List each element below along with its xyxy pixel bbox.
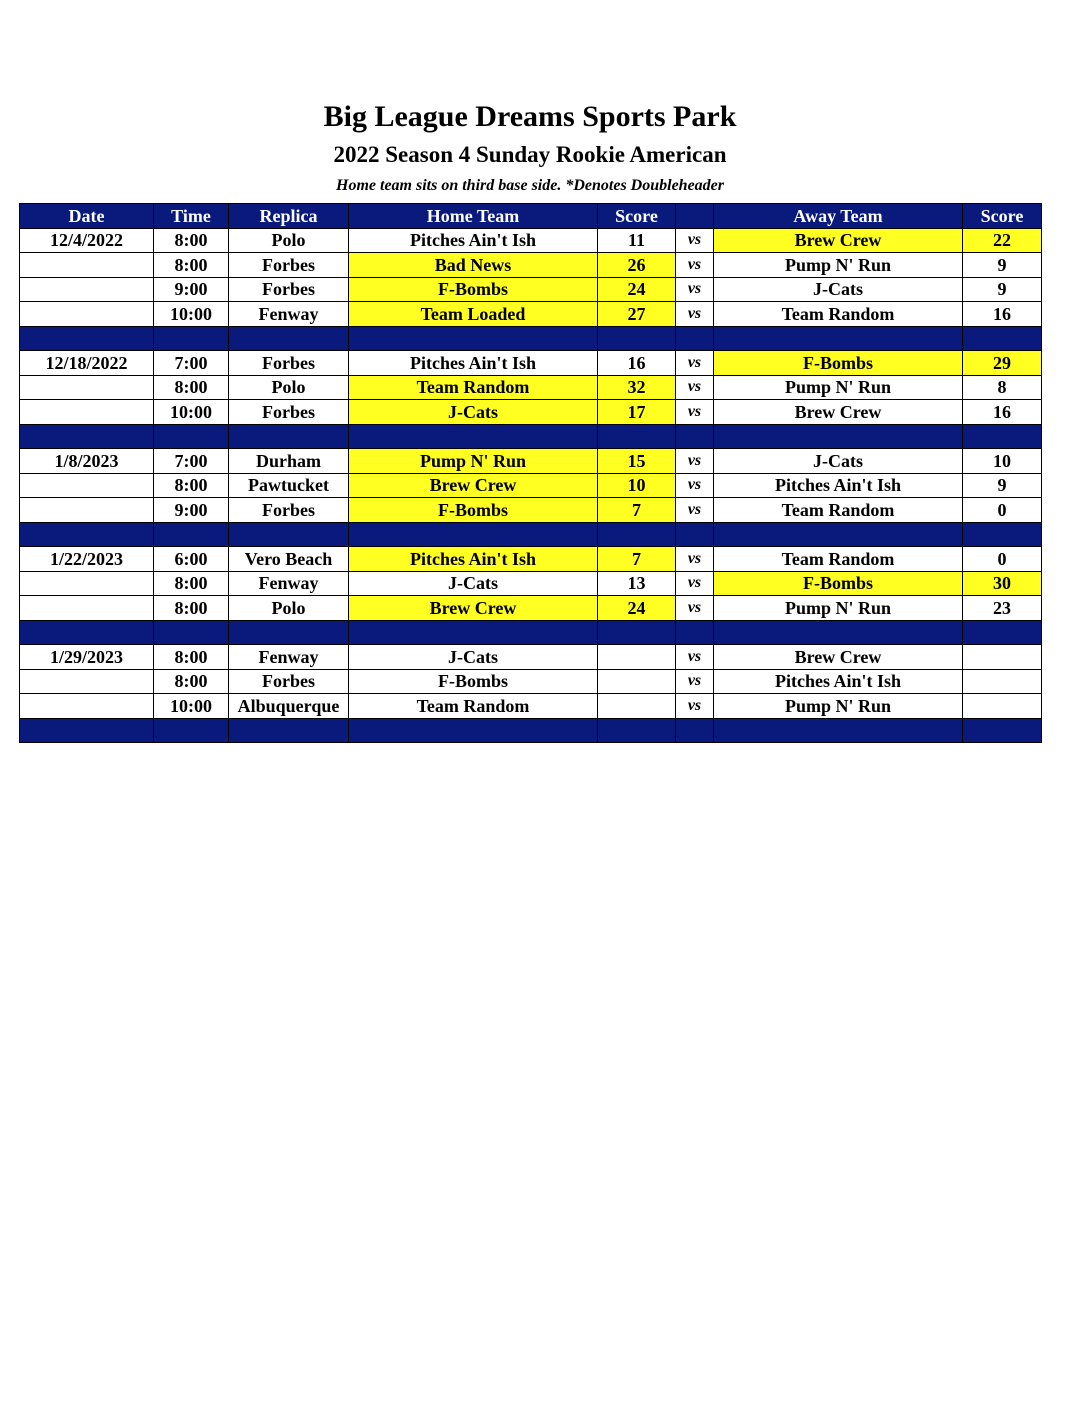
time-cell: 8:00 [154, 228, 229, 253]
home-team-cell: Pump N' Run [349, 449, 598, 474]
away-team-cell: F-Bombs [714, 351, 963, 376]
vs-cell: vs [676, 277, 714, 302]
replica-cell: Fenway [229, 302, 349, 327]
vs-cell: vs [676, 375, 714, 400]
date-cell [20, 669, 154, 694]
time-cell: 8:00 [154, 645, 229, 670]
time-cell: 7:00 [154, 351, 229, 376]
separator-cell [229, 522, 349, 547]
schedule-body [20, 228, 1042, 743]
away-team-cell: Pump N' Run [714, 694, 963, 719]
separator-cell [714, 522, 963, 547]
separator-cell [598, 326, 676, 351]
time-cell: 6:00 [154, 547, 229, 572]
time-cell: 10:00 [154, 694, 229, 719]
home-score-cell: 24 [598, 277, 676, 302]
home-team-cell: J-Cats [349, 645, 598, 670]
away-score-cell: 10 [963, 449, 1042, 474]
home-team-cell: F-Bombs [349, 498, 598, 523]
week-separator-row [20, 718, 1042, 743]
vs-cell: vs [676, 473, 714, 498]
home-team-cell: Team Loaded [349, 302, 598, 327]
away-score-cell: 9 [963, 253, 1042, 278]
time-cell: 10:00 [154, 400, 229, 425]
separator-cell [963, 718, 1042, 743]
separator-cell [676, 718, 714, 743]
home-score-cell: 32 [598, 375, 676, 400]
date-cell [20, 277, 154, 302]
home-score-cell [598, 694, 676, 719]
column-header-time: Time [154, 204, 229, 229]
away-score-cell: 9 [963, 473, 1042, 498]
date-cell: 1/29/2023 [20, 645, 154, 670]
replica-cell: Vero Beach [229, 547, 349, 572]
replica-cell: Forbes [229, 277, 349, 302]
time-cell: 7:00 [154, 449, 229, 474]
replica-cell: Forbes [229, 351, 349, 376]
away-team-cell: Pump N' Run [714, 375, 963, 400]
date-cell: 12/4/2022 [20, 228, 154, 253]
home-team-cell: Team Random [349, 694, 598, 719]
separator-cell [349, 424, 598, 449]
home-score-cell: 13 [598, 571, 676, 596]
vs-cell: vs [676, 302, 714, 327]
home-score-cell [598, 669, 676, 694]
replica-cell: Polo [229, 596, 349, 621]
separator-cell [154, 326, 229, 351]
vs-cell: vs [676, 449, 714, 474]
date-cell [20, 694, 154, 719]
away-team-cell: Brew Crew [714, 228, 963, 253]
separator-cell [598, 718, 676, 743]
replica-cell: Forbes [229, 669, 349, 694]
separator-cell [963, 522, 1042, 547]
vs-cell: vs [676, 694, 714, 719]
separator-cell [154, 718, 229, 743]
home-score-cell: 26 [598, 253, 676, 278]
separator-cell [676, 326, 714, 351]
away-team-cell: Team Random [714, 547, 963, 572]
replica-cell: Forbes [229, 498, 349, 523]
away-score-cell: 29 [963, 351, 1042, 376]
column-header-home-score: Score [598, 204, 676, 229]
time-cell: 10:00 [154, 302, 229, 327]
replica-cell: Fenway [229, 645, 349, 670]
away-team-cell: Pitches Ain't Ish [714, 473, 963, 498]
home-team-cell: Brew Crew [349, 473, 598, 498]
vs-cell: vs [676, 253, 714, 278]
home-score-cell: 17 [598, 400, 676, 425]
away-score-cell: 22 [963, 228, 1042, 253]
column-header-away-team: Away Team [714, 204, 963, 229]
table-row [20, 571, 1042, 596]
home-team-cell: F-Bombs [349, 277, 598, 302]
week-separator-row [20, 620, 1042, 645]
home-team-cell: Pitches Ain't Ish [349, 228, 598, 253]
table-row [20, 547, 1042, 572]
home-team-cell: Pitches Ain't Ish [349, 547, 598, 572]
home-team-cell: Bad News [349, 253, 598, 278]
away-team-cell: F-Bombs [714, 571, 963, 596]
separator-cell [598, 522, 676, 547]
page-subtitle: 2022 Season 4 Sunday Rookie American [333, 142, 727, 167]
away-score-cell: 23 [963, 596, 1042, 621]
separator-cell [349, 718, 598, 743]
table-row [20, 228, 1042, 253]
home-team-cell: J-Cats [349, 571, 598, 596]
home-score-cell: 7 [598, 498, 676, 523]
away-score-cell: 16 [963, 302, 1042, 327]
date-cell [20, 400, 154, 425]
schedule-table [19, 203, 1042, 743]
home-score-cell: 11 [598, 228, 676, 253]
time-cell: 8:00 [154, 571, 229, 596]
separator-cell [714, 718, 963, 743]
table-row [20, 694, 1042, 719]
separator-cell [229, 326, 349, 351]
away-score-cell: 0 [963, 547, 1042, 572]
week-separator-row [20, 424, 1042, 449]
separator-cell [229, 424, 349, 449]
column-header-replica: Replica [229, 204, 349, 229]
replica-cell: Albuquerque [229, 694, 349, 719]
week-separator-row [20, 326, 1042, 351]
time-cell: 9:00 [154, 498, 229, 523]
replica-cell: Forbes [229, 253, 349, 278]
schedule-note: Home team sits on third base side. *Denotes Doubleheader [336, 177, 724, 194]
away-team-cell: Pump N' Run [714, 253, 963, 278]
away-team-cell: Team Random [714, 302, 963, 327]
vs-cell: vs [676, 596, 714, 621]
home-score-cell: 16 [598, 351, 676, 376]
date-cell [20, 571, 154, 596]
time-cell: 8:00 [154, 669, 229, 694]
replica-cell: Polo [229, 375, 349, 400]
replica-cell: Forbes [229, 400, 349, 425]
separator-cell [598, 424, 676, 449]
away-team-cell: Team Random [714, 498, 963, 523]
time-cell: 8:00 [154, 596, 229, 621]
table-row [20, 302, 1042, 327]
replica-cell: Durham [229, 449, 349, 474]
separator-cell [229, 718, 349, 743]
separator-cell [20, 326, 154, 351]
separator-cell [963, 620, 1042, 645]
table-row [20, 375, 1042, 400]
separator-cell [349, 620, 598, 645]
separator-cell [154, 522, 229, 547]
vs-cell: vs [676, 669, 714, 694]
time-cell: 9:00 [154, 277, 229, 302]
home-score-cell [598, 645, 676, 670]
separator-cell [676, 620, 714, 645]
column-header-vs [676, 204, 714, 229]
table-row [20, 449, 1042, 474]
time-cell: 8:00 [154, 375, 229, 400]
table-row [20, 596, 1042, 621]
separator-cell [20, 424, 154, 449]
page-title: Big League Dreams Sports Park [323, 100, 737, 133]
away-team-cell: Pump N' Run [714, 596, 963, 621]
away-score-cell: 8 [963, 375, 1042, 400]
separator-cell [963, 424, 1042, 449]
home-team-cell: Team Random [349, 375, 598, 400]
home-team-cell: Brew Crew [349, 596, 598, 621]
date-cell [20, 253, 154, 278]
week-separator-row [20, 522, 1042, 547]
column-header-away-score: Score [963, 204, 1042, 229]
table-row [20, 253, 1042, 278]
separator-cell [714, 326, 963, 351]
vs-cell: vs [676, 228, 714, 253]
away-score-cell: 0 [963, 498, 1042, 523]
away-score-cell: 16 [963, 400, 1042, 425]
away-score-cell: 30 [963, 571, 1042, 596]
home-score-cell: 24 [598, 596, 676, 621]
away-score-cell [963, 645, 1042, 670]
away-team-cell: Brew Crew [714, 400, 963, 425]
vs-cell: vs [676, 351, 714, 376]
date-cell [20, 473, 154, 498]
table-row [20, 400, 1042, 425]
table-row [20, 645, 1042, 670]
separator-cell [229, 620, 349, 645]
time-cell: 8:00 [154, 253, 229, 278]
vs-cell: vs [676, 571, 714, 596]
separator-cell [714, 424, 963, 449]
date-cell: 1/8/2023 [20, 449, 154, 474]
away-score-cell [963, 669, 1042, 694]
date-cell [20, 498, 154, 523]
separator-cell [20, 620, 154, 645]
away-team-cell: Pitches Ain't Ish [714, 669, 963, 694]
home-score-cell: 15 [598, 449, 676, 474]
home-team-cell: Pitches Ain't Ish [349, 351, 598, 376]
home-team-cell: J-Cats [349, 400, 598, 425]
home-score-cell: 7 [598, 547, 676, 572]
separator-cell [154, 620, 229, 645]
date-cell: 12/18/2022 [20, 351, 154, 376]
away-score-cell [963, 694, 1042, 719]
date-cell [20, 302, 154, 327]
table-header [20, 204, 1042, 229]
date-cell [20, 596, 154, 621]
time-cell: 8:00 [154, 473, 229, 498]
away-score-cell: 9 [963, 277, 1042, 302]
separator-cell [676, 424, 714, 449]
separator-cell [714, 620, 963, 645]
column-header-date: Date [20, 204, 154, 229]
separator-cell [598, 620, 676, 645]
separator-cell [349, 522, 598, 547]
separator-cell [676, 522, 714, 547]
away-team-cell: Brew Crew [714, 645, 963, 670]
home-score-cell: 27 [598, 302, 676, 327]
away-team-cell: J-Cats [714, 449, 963, 474]
home-score-cell: 10 [598, 473, 676, 498]
vs-cell: vs [676, 400, 714, 425]
table-row [20, 277, 1042, 302]
home-team-cell: F-Bombs [349, 669, 598, 694]
table-row [20, 498, 1042, 523]
replica-cell: Polo [229, 228, 349, 253]
date-cell: 1/22/2023 [20, 547, 154, 572]
separator-cell [963, 326, 1042, 351]
vs-cell: vs [676, 547, 714, 572]
table-row [20, 669, 1042, 694]
separator-cell [20, 718, 154, 743]
separator-cell [20, 522, 154, 547]
separator-cell [154, 424, 229, 449]
vs-cell: vs [676, 498, 714, 523]
date-cell [20, 375, 154, 400]
column-header-home-team: Home Team [349, 204, 598, 229]
replica-cell: Fenway [229, 571, 349, 596]
vs-cell: vs [676, 645, 714, 670]
separator-cell [349, 326, 598, 351]
table-row [20, 351, 1042, 376]
away-team-cell: J-Cats [714, 277, 963, 302]
replica-cell: Pawtucket [229, 473, 349, 498]
table-row [20, 473, 1042, 498]
